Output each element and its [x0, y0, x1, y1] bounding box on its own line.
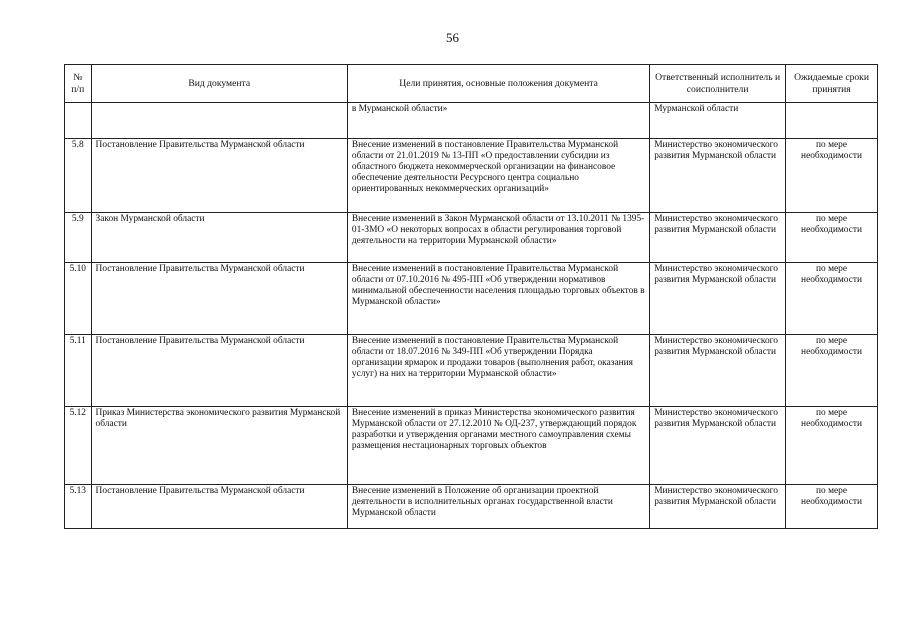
continuation-terms [786, 103, 878, 139]
page-number: 56 [446, 30, 459, 45]
header-responsible: Ответственный исполнитель и соисполнители [650, 65, 786, 103]
continuation-row [65, 103, 878, 139]
row-goals: Внесение изменений в постановление Правительства Мурманской области от 07.10.2016 № 495-ПП «Об утверждении нормативов минимальной обеспеченности населения площадью торговых объектов в Мурманской области» [347, 263, 649, 335]
table-row [65, 139, 878, 213]
row-doc-type: Приказ Министерства экономического развития Мурманской области [91, 407, 347, 485]
row-terms: по мере необходимости [786, 407, 878, 485]
row-goals: Внесение изменений в Положение об организации проектной деятельности в исполнительных органах государственной власти Мурманской области [347, 485, 649, 529]
row-goals: Внесение изменений в постановление Правительства Мурманской области от 18.07.2016 № 349-ПП «Об утверждении Порядка организации ярмарок и продажи товаров (выполнения работ, оказания услуг) на них на территории Мурманской области» [347, 335, 649, 407]
continuation-responsible: Мурманской области [650, 103, 786, 139]
continuation-doc-type [91, 103, 347, 139]
row-responsible: Министерство экономического развития Мурманской области [650, 335, 786, 407]
row-goals: Внесение изменений в Закон Мурманской области от 13.10.2011 № 1395-01-ЗМО «О некоторых вопросах в области регулирования торговой деятельности на территории Мурманской области» [347, 213, 649, 263]
row-terms: по мере необходимости [786, 213, 878, 263]
header-num: № п/п [65, 65, 92, 103]
row-num: 5.12 [65, 407, 92, 485]
header-doc-type: Вид документа [91, 65, 347, 103]
row-num: 5.11 [65, 335, 92, 407]
row-doc-type: Постановление Правительства Мурманской области [91, 263, 347, 335]
row-terms: по мере необходимости [786, 485, 878, 529]
row-doc-type: Постановление Правительства Мурманской области [91, 335, 347, 407]
row-responsible: Министерство экономического развития Мурманской области [650, 485, 786, 529]
table-row [65, 263, 878, 335]
header-terms: Ожидаемые сроки принятия [786, 65, 878, 103]
row-num: 5.13 [65, 485, 92, 529]
row-num: 5.9 [65, 213, 92, 263]
row-terms: по мере необходимости [786, 139, 878, 213]
row-responsible: Министерство экономического развития Мурманской области [650, 139, 786, 213]
row-goals: Внесение изменений в приказ Министерства экономического развития Мурманской области от 27.12.2010 № ОД-237, утверждающий порядок разработки и утверждения органами местного самоуправления схемы размещения нестационарных торговых объектов [347, 407, 649, 485]
table-row [65, 485, 878, 529]
continuation-goals: в Мурманской области» [347, 103, 649, 139]
header-goals: Цели принятия, основные положения документа [347, 65, 649, 103]
table-row [65, 213, 878, 263]
row-terms: по мере необходимости [786, 335, 878, 407]
row-doc-type: Закон Мурманской области [91, 213, 347, 263]
row-responsible: Министерство экономического развития Мурманской области [650, 263, 786, 335]
row-responsible: Министерство экономического развития Мурманской области [650, 213, 786, 263]
row-goals: Внесение изменений в постановление Правительства Мурманской области от 21.01.2019 № 13-ПП «О предоставлении субсидии из областного бюджета некоммерческой организации на финансовое обеспечение деятельности Ресурсного центра социально ориентированных некоммерческих организаций» [347, 139, 649, 213]
row-num: 5.8 [65, 139, 92, 213]
row-terms: по мере необходимости [786, 263, 878, 335]
table-row [65, 335, 878, 407]
table-row [65, 407, 878, 485]
row-responsible: Министерство экономического развития Мурманской области [650, 407, 786, 485]
row-doc-type: Постановление Правительства Мурманской области [91, 139, 347, 213]
table-header-row [65, 65, 878, 103]
plan-table [64, 64, 878, 529]
row-num: 5.10 [65, 263, 92, 335]
continuation-num [65, 103, 92, 139]
row-doc-type: Постановление Правительства Мурманской области [91, 485, 347, 529]
